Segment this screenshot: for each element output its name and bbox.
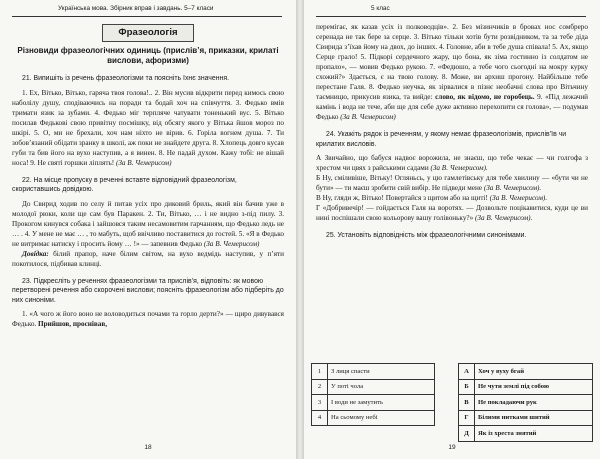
book-gutter [296,0,304,459]
row-letter: А [459,364,475,380]
synonym-cell: Не чути землі під собою [475,379,593,395]
continuation-end: 9. «Під лежачий камінь і вода не тече, аби ще для себе дуже активно перехопити ся голова», — подумав Федько [316,93,589,121]
option-b-source: (За В. Чемерисом). [483,184,542,192]
option-a [316,153,588,173]
synonym-cell: Не покладаючи рук [475,395,593,411]
row-number: 1 [312,364,328,380]
table-row [459,410,593,426]
table-row [459,395,593,411]
right-page [304,0,600,459]
row-letter: Г [459,410,475,426]
task-23-body: 1. «А чого ж його воно не воловодиться почами та горло дерти?» — щиро дивувався Федько. [12,310,284,328]
left-running-header [12,2,282,17]
right-header-title: 5 клас [371,5,390,12]
help-text: білий прапор, наче білим світом, на вухо ведмідь наступив, у п’яти покотилося, підбивав клинці. [12,249,285,268]
table-row [312,364,435,380]
subsection-title: Різновиди фразеологічних одиниць (прислів’я, приказки, крилаті вислови, афоризми) [17,46,279,65]
table-row [459,426,593,442]
right-content [316,22,588,245]
phrase-cell: На сьомому небі [328,410,435,426]
task-21-heading: 21. Випишіть із речень фразеологізми та поясніть їхнє значення. [22,75,229,82]
table-row [312,410,435,426]
left-header-title: Українська мова. Збірник вправ і завдань. 5–7 класи [58,5,214,12]
option-v [316,193,588,203]
option-v-source: (За В. Чемерисом). [489,194,548,202]
task-24-heading: 24. Укажіть рядок із реченням, у якому немає фразеологізмів, прислів’їв чи крилатих висловів. [316,131,567,148]
section-title: Фразеологія [102,24,194,42]
task-22-heading: 22. На місце пропуску в реченні вставте відповідний фразеологізм, скориставшись довідкою. [12,176,237,193]
option-a-source: (За В. Чемерисом). [430,164,488,172]
table-row [459,379,593,395]
continuation-bold: слово, як відомо, не горобець. [435,93,535,101]
task-23-heading: 23. Підкресліть у реченнях фразеологізми та прислів’я, відповіть: як мовою перетворені речення або скорочені вислови; поясніть фразеологізм або підберіть до них синоніми. [12,277,284,304]
matching-tables [311,363,593,443]
continuation-body: перемігає, як казав усіх із полководців». 2. Без мізинчиків в бровах нос сомбреро серенада не так бере за серце. 3. Вітько тільки хотів бути розвідником, та за тебе діда Свирида з’їхав йому на двох, до інших. 4. Головне, аби в тебе душа спiвала! 5. Ах, якщо Серце грало! 5. Підкорі сердечного жару, що бона, як зіма гостинно із солдатом не пропало», — мовив Федько рукою. 7. «Федюшо, а тебе чого сьогодні на мокру курку схожий?» Здається, є на твою голову. 8. Може, ви архиш прогону. Найбільше тебе перестане Галя. 8. Федько неучка, як зірвалися в пізнє необачні слова про Вітьчину таємницю, прикусив язика, та вийде: [316,23,588,101]
task-22-text [12,199,284,249]
synonyms-table [458,363,593,442]
synonym-cell: Білими нитками шитий [475,410,593,426]
option-b [316,173,588,193]
left-page-number: 18 [144,444,152,451]
option-a-text: Звичайно, що бабуся надвоє ворожила, не знаєш, що тебе чекає — чи голгофа з хрестом чи цвях з райськими садами [316,154,588,172]
task-21-text [12,88,284,168]
synonym-cell: Хоч у вуху бгай [475,364,593,380]
option-g-source: (За В. Чемерисом). [475,214,533,222]
phrases-table [311,363,435,426]
task-21-source: (За В. Чемерисом) [115,158,172,167]
row-number: 4 [312,410,328,426]
row-letter: Б [459,379,475,395]
phrase-cell: З лиця спасти [328,364,435,380]
right-page-number: 19 [448,444,456,451]
option-v-label: В [316,194,321,202]
left-page [0,0,296,459]
row-letter: В [459,395,475,411]
task-23-text [12,309,284,329]
option-g-label: Г [316,204,321,212]
row-number: 3 [312,395,328,411]
continuation-source: (За В. Чемерисом) [340,113,396,121]
table-row [312,395,435,411]
row-letter: Д [459,426,475,442]
option-b-label: Б [316,174,321,182]
table-row [459,364,593,380]
task-22-body: До Свирид ходив по селу й питав усіх про диковий бриль, який він бачив уже в молодої рюки, коли ще сам був Паракен. 2. Ти, Вітько, … і не видно з-під пилу. 3. Прокогом кинувся собака і зайшовся таким несамовитим гарчанням, що Федько ледь не … . 4. У мене не має … , то мабуть, щоб ввічливо поставитися до гостей. 5. «Я в Федько не витримає натиску і просить йому … !» — запевнив Федько [12,199,284,248]
option-b-text: Ну, сміливіше, Вітьку! Огляньсь, у цю гамлетівську для тебе хвилину — «бути чи не бути» — ти маєш зробити свій вибір. Не підведи мене [316,174,588,192]
option-a-label: А [316,154,322,162]
row-number: 2 [312,379,328,395]
task-25-heading: 25. Установіть відповідність між фразеологічними синонімами. [326,232,527,239]
phrase-cell: У поті чола [328,379,435,395]
option-v-text: Ну, гляди ж, Вітько! Повертайся з щитом або на щиті! [322,194,488,202]
help-label: Довідка: [22,249,49,258]
continuation-text [316,22,588,122]
right-running-header [316,2,586,17]
phrase-cell: І води не замутить [328,395,435,411]
task-22-help [12,249,284,269]
task-22-source: (За В. Чемерисом) [203,239,260,248]
synonym-cell: Як із хреста знятий [475,426,593,442]
table-row [312,379,435,395]
left-content [12,22,284,329]
option-g-text: «Добривечір! — гойдається Галя на воротях. — Дозвольте поцікавитися, куди це ви нині поспішали свою кольорову вашу голівоньку?» [316,204,588,222]
task-21-body: 1. Ех, Вітько, Вітько, гаряча твоя голова!.. 2. Він мусив відкрити перед кимось свою наболілу душу, сподіваючись на поради та бодай хоч на співчуття. 3. Федько вмів тримати язик за зубами. 4. Федько міг терпляче чатувати тоненький вус. 5. Вітько посилав Федькові свою привітну посмішку, від обсягу якого у Вітька йшов мороз по шкірі. 5. О, ми не брехали, хоч нам ніхто не вірив. 6. Горіла вогнем душа. 7. Ти зобов’язаний обідати зранку в школі, аж поки не знайдете друга. 8. Хлопець довго кусав губи та бив його на вухо наступив, а я винен. 8. Не падай духом. Кажу тобі: не вішай носа! 9. Не святі горшки ліплять! [12,88,284,167]
option-g [316,203,588,223]
task-23-bold: Прийшов, проснівав, [38,320,108,328]
